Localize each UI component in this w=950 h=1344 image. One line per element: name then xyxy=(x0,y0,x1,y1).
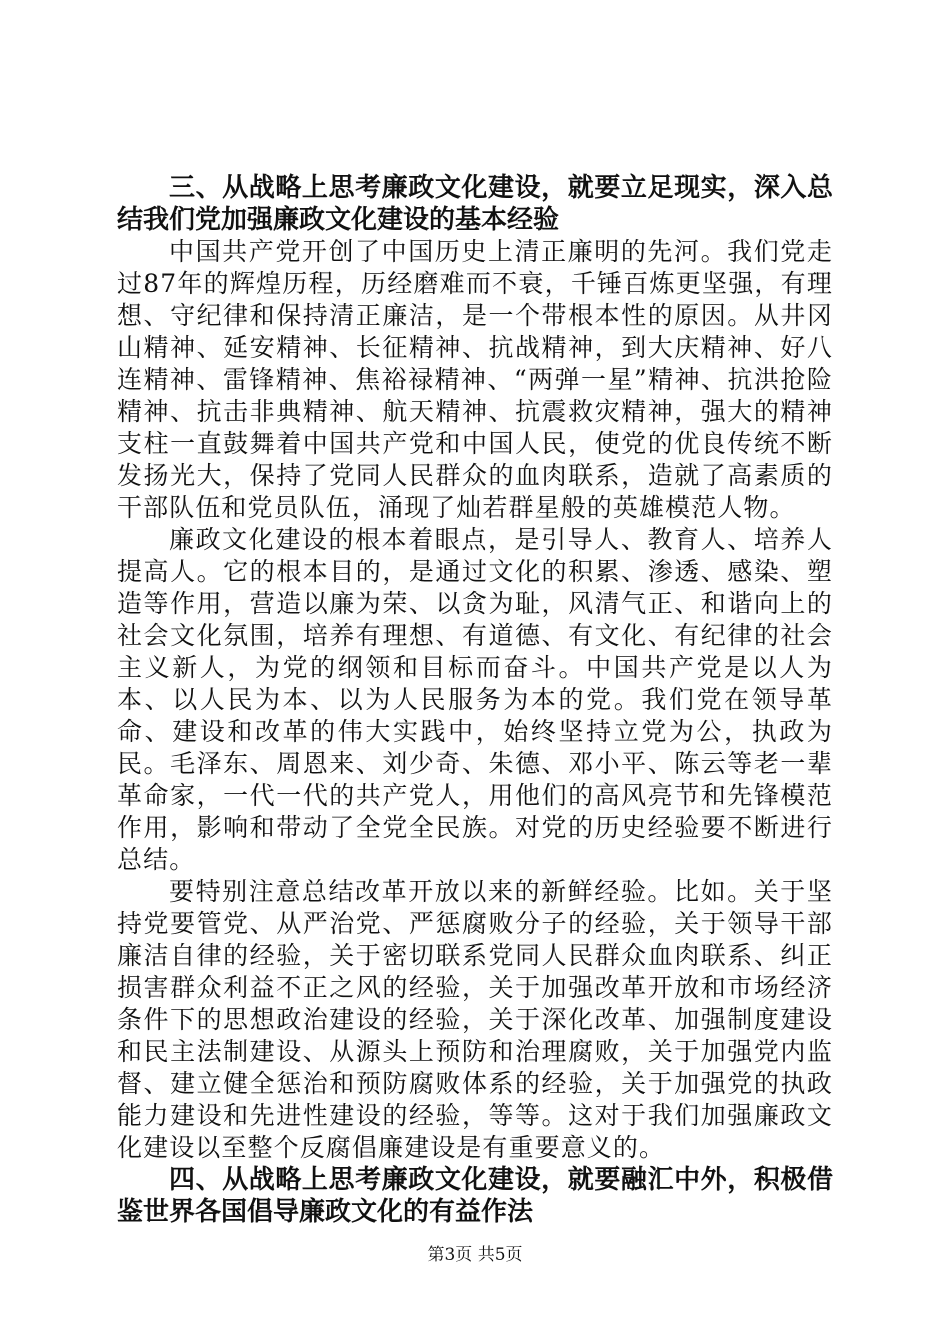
body-paragraph: 廉政文化建设的根本着眼点，是引导人、教育人、培养人提高人。它的根本目的，是通过文化的积累、渗透、感染、塑造等作用，营造以廉为荣、以贪为耻，风清气正、和谐向上的社会文化氛围，培养有理想、有道德、有文化、有纪律的社会主义新人，为党的纲领和目标而奋斗。中国共产党是以人为本、以人民为本、以为人民服务为本的党。我们党在领导革命、建设和改革的伟大实践中，始终坚持立党为公，执政为民。毛泽东、周恩来、刘少奇、朱德、邓小平、陈云等老一辈革命家，一代一代的共产党人，用他们的高风亮节和先锋模范作用，影响和带动了全党全民族。对党的历史经验要不断进行总结。 xyxy=(117,525,833,874)
body-paragraph: 要特别注意总结改革开放以来的新鲜经验。比如。关于坚持党要管党、从严治党、严惩腐败分子的经验，关于领导干部廉洁自律的经验，关于密切联系党同人民群众血肉联系、纠正损害群众利益不正之风的经验，关于加强改革开放和市场经济条件下的思想政治建设的经验，关于深化改革、加强制度建设和民主法制建设、从源头上预防和治理腐败，关于加强党内监督、建立健全惩治和预防腐败体系的经验，关于加强党的执政能力建设和先进性建设的经验，等等。这对于我们加强廉政文化建设以至整个反腐倡廉建设是有重要意义的。 xyxy=(117,877,833,1162)
page-footer: 第3页 共5页 xyxy=(427,1245,523,1265)
document-body xyxy=(117,172,833,1228)
body-paragraph: 中国共产党开创了中国历史上清正廉明的先河。我们党走过87年的辉煌历程，历经磨难而不衰，千锤百炼更坚强，有理想、守纪律和保持清正廉洁，是一个带根本性的原因。从井冈山精神、延安精神、长征精神、抗战精神，到大庆精神、好八连精神、雷锋精神、焦裕禄精神、“两弹一星”精神、抗洪抢险精神、抗击非典精神、航天精神、抗震救灾精神，强大的精神支柱一直鼓舞着中国共产党和中国人民，使党的优良传统不断发扬光大，保持了党同人民群众的血肉联系，造就了高素质的干部队伍和党员队伍，涌现了灿若群星般的英雄模范人物。 xyxy=(117,237,833,522)
section-heading-4: 四、从战略上思考廉政文化建设，就要融汇中外，积极借鉴世界各国倡导廉政文化的有益作法 xyxy=(117,1165,833,1227)
section-heading-3: 三、从战略上思考廉政文化建设，就要立足现实，深入总结我们党加强廉政文化建设的基本经验 xyxy=(117,173,833,235)
